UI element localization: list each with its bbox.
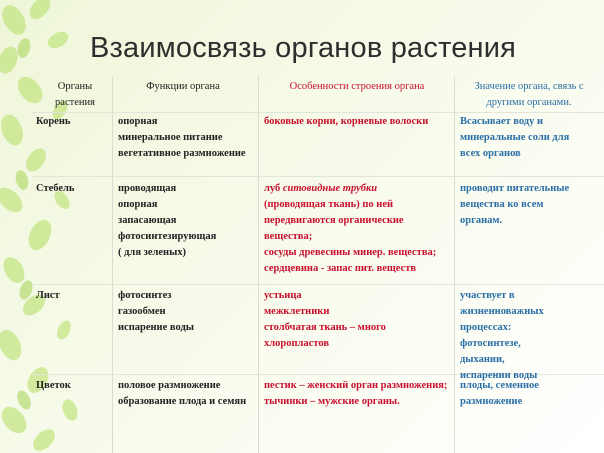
column-divider	[112, 76, 113, 453]
structure-flower: пестик – женский орган размножения; тычинки – мужские органы.	[264, 380, 448, 407]
column-divider	[258, 76, 259, 453]
row-divider	[32, 284, 604, 285]
structure-stem-italic: ситовидные трубки	[282, 183, 378, 194]
organ-stem: Стебель	[36, 183, 75, 194]
significance-root: Всасывает воду и минеральные соли для всех органов	[460, 116, 570, 159]
structure-stem-part: луб	[264, 183, 283, 194]
organ-root: Корень	[36, 116, 71, 127]
structure-leaf: устьица межклетники столбчатая ткань – много хлоропластов	[264, 290, 386, 349]
organ-flower: Цветок	[36, 380, 71, 391]
functions-stem: проводящая опорная запасающая фотосинтезирующая ( для зеленых)	[118, 183, 217, 258]
functions-flower: половое размножение образование плода и семян	[118, 380, 247, 407]
structure-stem	[264, 181, 454, 277]
significance-leaf: участвует в жизненноважных процессах: фотосинтезе, дыхании, испарении воды	[460, 290, 544, 381]
significance-flower: плоды, семенное размножение	[460, 380, 539, 407]
row-divider	[32, 176, 604, 177]
header-structure: Особенности строения органа	[289, 81, 425, 92]
structure-stem-rest: (проводящая ткань) по ней передвигаются органические вещества; сосуды древесины минер. вещества; сердцевина - запас пит. веществ	[264, 199, 437, 274]
header-organ: Органы растения	[55, 81, 95, 108]
functions-root: опорная минеральное питание вегетативное размножение	[118, 116, 246, 159]
significance-stem: проводит питательные вещества ко всем органам.	[460, 183, 570, 226]
functions-leaf: фотосинтез газообмен испарение воды	[118, 290, 194, 333]
page-title: Взаимосвязь органов растения	[90, 32, 517, 64]
header-functions: Функции органа	[146, 81, 220, 92]
organ-leaf: Лист	[36, 290, 60, 301]
structure-root: боковые корни, корневые волоски	[264, 116, 429, 127]
header-significance: Значение органа, связь с другими органами.	[474, 81, 584, 108]
row-divider	[32, 112, 604, 113]
